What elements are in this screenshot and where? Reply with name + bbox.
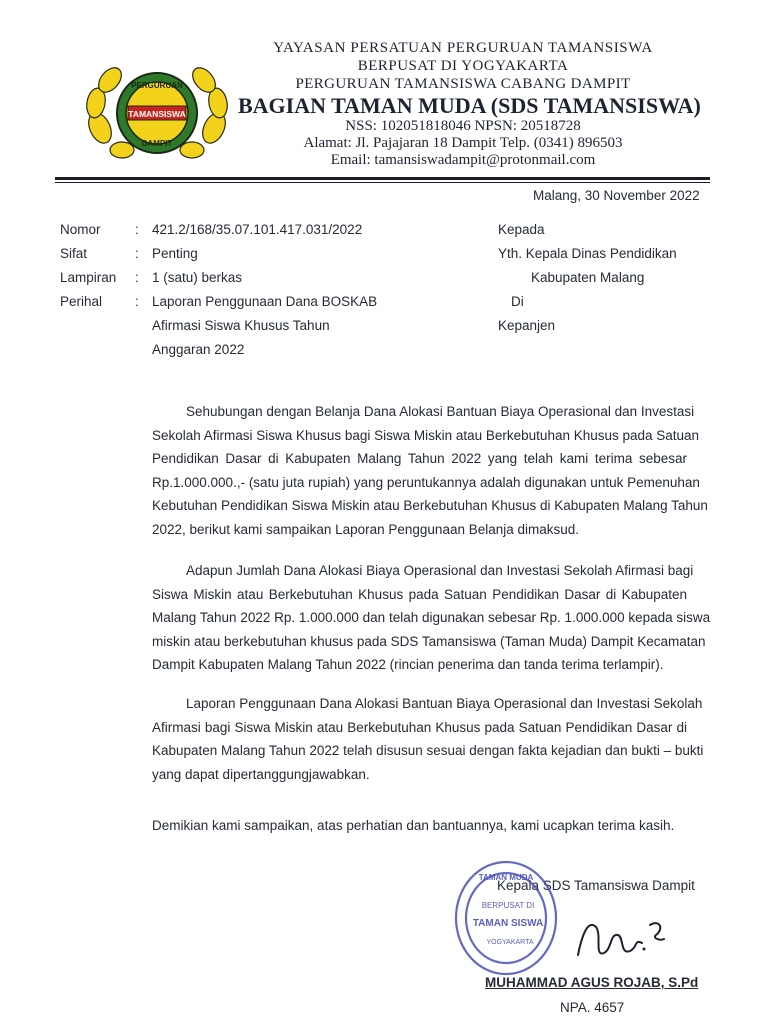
paragraph-line: Sekolah Afirmasi Siswa Khusus bagi Siswa Miskin atau Berkebutuhan Khusus pada Satuan	[152, 427, 700, 443]
paragraph-line: Siswa Miskin atau Berkebutuhan Khusus pada Satuan Pendidikan Dasar di Kabupaten	[152, 586, 687, 602]
logo-text-middle: TAMANSISWA	[128, 109, 186, 119]
meta-value-perihal: Laporan Penggunaan Dana BOSKAB	[152, 294, 378, 309]
letterhead-headquarters: BERPUSAT DI YOGYAKARTA	[357, 58, 569, 74]
paragraph-line: Sehubungan dengan Belanja Dana Alokasi Bantuan Biaya Operasional dan Investasi	[186, 404, 695, 419]
letterhead-branch: PERGURUAN TAMANSISWA CABANG DAMPIT	[295, 76, 631, 92]
paragraph-line: Kabupaten Malang Tahun 2022 telah disusun sesuai dengan fakta kejadian dan bukti – bukti	[152, 743, 704, 758]
letterhead-foundation: YAYASAN PERSATUAN PERGURUAN TAMANSISWA	[273, 40, 653, 56]
letterhead-address: Alamat: Jl. Pajajaran 18 Dampit Telp. (0341) 896503	[303, 135, 623, 151]
paragraph-line: Malang Tahun 2022 Rp. 1.000.000 dan telah digunakan sebesar Rp. 1.000.000 kepada siswa	[152, 610, 711, 625]
meta-value-sifat: Penting	[152, 246, 198, 261]
official-stamp	[452, 858, 560, 978]
recipient-di: Di	[511, 294, 524, 309]
paragraph-line: Adapun Jumlah Dana Alokasi Biaya Operasional dan Investasi Sekolah Afirmasi bagi	[186, 563, 694, 578]
meta-separator: :	[135, 246, 139, 261]
meta-label: Nomor	[60, 222, 101, 237]
paragraph-line: Rp.1.000.000.,- (satu juta rupiah) yang peruntukannya adalah digunakan untuk Pemenuhan	[152, 474, 700, 490]
handwritten-signature	[560, 905, 700, 975]
paragraph-line: Afirmasi bagi Siswa Miskin atau Berkebutuhan Khusus pada Satuan Pendidikan Dasar di	[152, 719, 687, 735]
meta-separator: :	[135, 294, 139, 309]
letterhead-email: Email: tamansiswadampit@protonmail.com	[330, 152, 596, 168]
recipient-title: Yth. Kepala Dinas Pendidikan	[498, 246, 677, 261]
meta-value-perihal-cont: Anggaran 2022	[152, 342, 245, 357]
meta-value-perihal-cont: Afirmasi Siswa Khusus Tahun	[152, 318, 330, 333]
recipient-place: Kepanjen	[498, 318, 556, 333]
logo-text-top: PERGURUAN	[131, 81, 183, 90]
paragraph-line: yang dapat dipertanggungjawabkan.	[152, 766, 370, 782]
stamp-text-bottom: YOGYAKARTA	[486, 939, 534, 946]
meta-separator: :	[135, 222, 139, 237]
recipient-kepada: Kepada	[498, 222, 545, 237]
tamansiswa-logo	[82, 58, 232, 168]
paragraph-line: 2022, berikut kami sampaikan Laporan Penggunaan Belanja dimaksud.	[152, 521, 580, 537]
meta-value-lampiran: 1 (satu) berkas	[152, 270, 243, 285]
meta-label: Lampiran	[60, 270, 117, 285]
signatory-npa: NPA. 4657	[560, 1000, 625, 1015]
recipient-regency: Kabupaten Malang	[531, 270, 645, 285]
meta-label: Perihal	[60, 294, 103, 309]
letterhead-nss-npsn: NSS: 102051818046 NPSN: 20518728	[345, 118, 581, 134]
body-paragraph-3	[152, 692, 704, 786]
letterhead-school-name: BAGIAN TAMAN MUDA (SDS TAMANSISWA)	[238, 93, 701, 118]
meta-separator: :	[135, 270, 139, 285]
letterhead-divider	[55, 177, 710, 180]
signatory-name: MUHAMMAD AGUS ROJAB, S.Pd	[485, 975, 699, 990]
letter-date: Malang, 30 November 2022	[533, 188, 700, 203]
paragraph-line: Pendidikan Dasar di Kabupaten Malang Tahun 2022 yang telah kami terima sebesar	[152, 451, 687, 466]
meta-label: Sifat	[60, 246, 88, 261]
paragraph-line: Kebutuhan Pendidikan Siswa Miskin atau Berkebutuhan Khusus di Kabupaten Malang Tahun	[152, 498, 708, 513]
letterhead-divider-thin	[55, 182, 710, 183]
body-paragraph-2	[152, 559, 711, 677]
stamp-text-mid1: BERPUSAT DI	[481, 901, 535, 910]
closing-sentence: Demikian kami sampaikan, atas perhatian dan bantuannya, kami ucapkan terima kasih.	[152, 818, 675, 833]
meta-value-nomor: 421.2/168/35.07.101.417.031/2022	[152, 222, 363, 237]
paragraph-line: Dampit Kabupaten Malang Tahun 2022 (rincian penerima dan tanda terima terlampir).	[152, 657, 664, 672]
signatory-title: Kepala SDS Tamansiswa Dampit	[497, 878, 695, 893]
paragraph-line: Laporan Penggunaan Dana Alokasi Bantuan Biaya Operasional dan Investasi Sekolah	[186, 696, 703, 711]
body-paragraph-1	[152, 400, 708, 541]
stamp-text-mid2: TAMAN SISWA	[472, 918, 544, 929]
paragraph-line: miskin atau berkebutuhan khusus pada SDS Tamansiswa (Taman Muda) Dampit Kecamatan	[152, 633, 706, 649]
stamp-text-top: TAMAN MUDA	[478, 873, 534, 882]
logo-text-bottom: DAMPIT	[141, 139, 173, 148]
